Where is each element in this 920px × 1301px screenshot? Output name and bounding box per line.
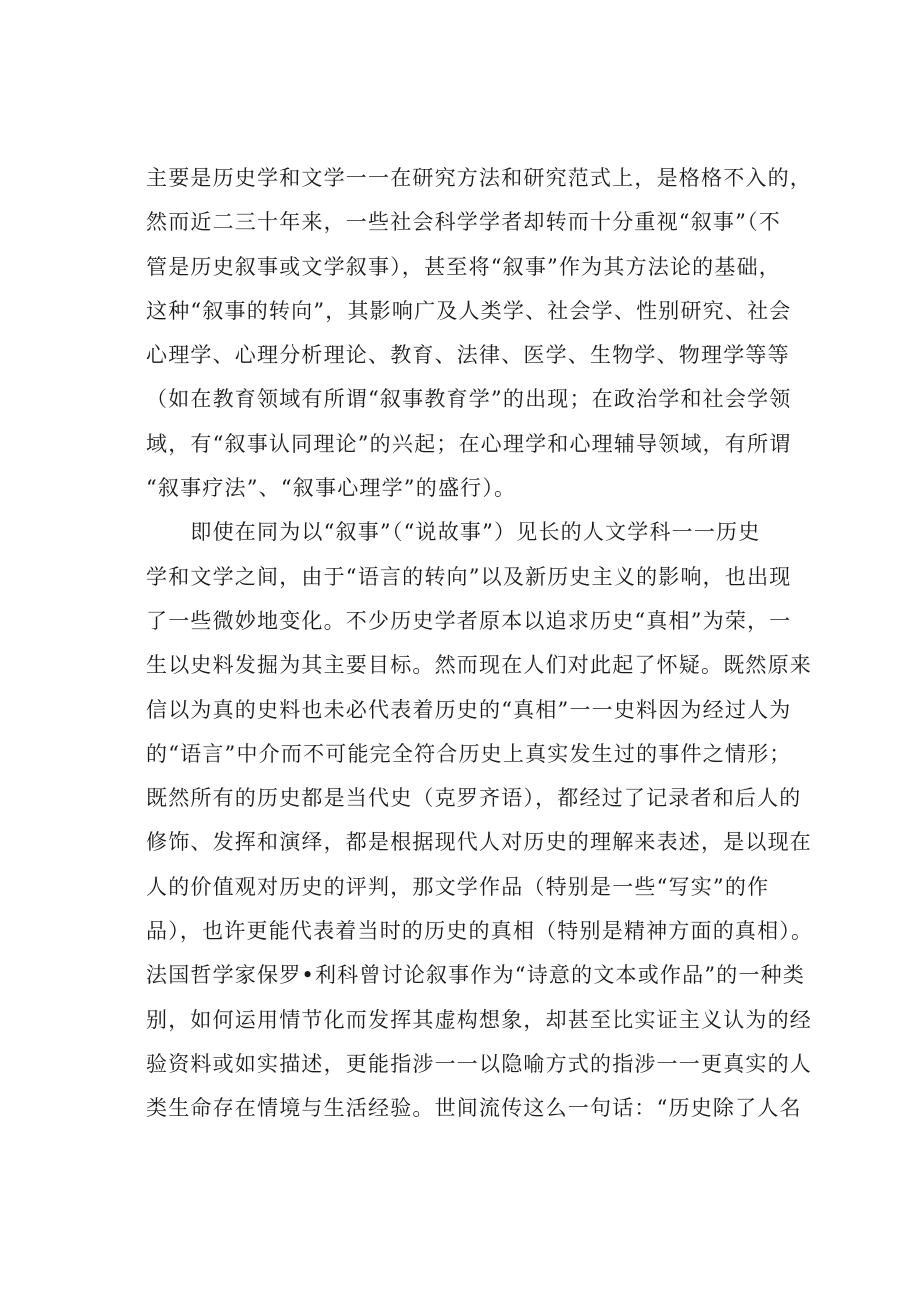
text-line: 人的价值观对历史的评判，那文学作品（特别是一些“写实”的作: [146, 874, 770, 899]
text-line: 修饰、发挥和演绎，都是根据现代人对历史的理解来表述，是以现在: [146, 830, 812, 855]
text-line: 信以为真的史料也未必代表着历史的“真相”一一史料因为经过人为: [146, 697, 792, 722]
text-line: 验资料或如实描述，更能指涉一一以隐喻方式的指涉一一更真实的人: [146, 1051, 812, 1076]
text-line: “叙事疗法”、“叙事心理学”的盛行）。: [146, 476, 517, 501]
text-line: 心理学、心理分析理论、教育、法律、医学、生物学、物理学等等: [146, 343, 790, 368]
text-line: 品），也许更能代表着当时的历史的真相（特别是精神方面的真相）。: [146, 919, 814, 944]
text-line: 法国哲学家保罗•利科曾讨论叙事作为“诗意的文本或作品”的一种类: [146, 963, 806, 988]
text-line: 主要是历史学和文学一一在研究方法和研究范式上，是格格不入的，: [146, 166, 812, 190]
text-line: 即使在同为以“叙事”（“说故事”）见长的人文学科一一历史: [146, 520, 761, 545]
text-line: 既然所有的历史都是当代史（克罗齐语），都经过了记录者和后人的: [146, 786, 802, 811]
text-line: 了一些微妙地变化。不少历史学者原本以追求历史“真相”为荣，一: [146, 608, 792, 633]
text-line: 域，有“叙事认同理论”的兴起；在心理学和心理辅导领域，有所谓: [146, 431, 792, 456]
text-line: 学和文学之间，由于“语言的转向”以及新历史主义的影响，也出现: [146, 564, 792, 589]
body-text: [146, 156, 814, 1131]
text-line: 这种“叙事的转向”，其影响广及人类学、社会学、性别研究、社会: [146, 298, 792, 323]
text-line: 的“语言”中介而不可能完全符合历史上真实发生过的事件之情形；: [146, 741, 792, 766]
text-line: 别，如何运用情节化而发挥其虚构想象，却甚至比实证主义认为的经: [146, 1007, 812, 1032]
text-line: 管是历史叙事或文学叙事），甚至将“叙事”作为其方法论的基础，: [146, 254, 781, 279]
text-line: 生以史料发掘为其主要目标。然而现在人们对此起了怀疑。既然原来: [146, 653, 812, 678]
text-line: （如在教育领域有所谓“叙事教育学”的出现；在政治学和社会学领: [146, 387, 792, 412]
text-line: 然而近二三十年来，一些社会科学学者却转而十分重视“叙事”（不: [146, 210, 781, 235]
text-line: 类生命存在情境与生活经验。世间流传这么一句话：“历史除了人名: [146, 1096, 802, 1121]
